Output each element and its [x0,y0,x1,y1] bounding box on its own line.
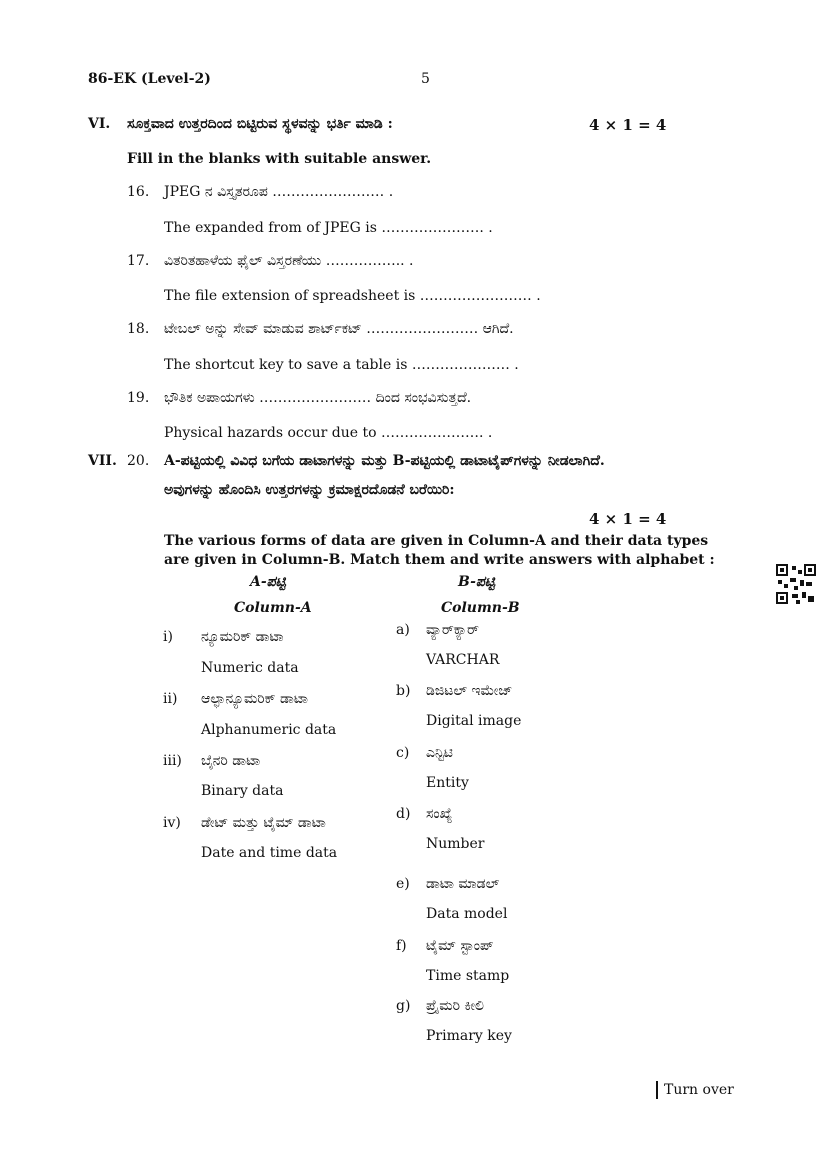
question-english: Physical hazards occur due to …………………. . [164,425,493,441]
column-a-english: Alphanumeric data [201,722,337,738]
column-a-kannada-header: A-ಪಟ್ಟಿ [250,574,286,590]
column-b-kannada: ಡಿಜಿಟಲ್ ಇಮೇಜ್ [426,683,513,699]
question-number: 17. [127,253,150,269]
turn-over-bracket [656,1081,658,1099]
question-number: 16. [127,184,150,200]
section-7-kannada-line-1: A-ಪಟ್ಟಿಯಲ್ಲಿ ವಿವಿಧ ಬಗೆಯ ಡಾಟಾಗಳನ್ನು ಮತ್ತು B-ಪಟ್ಟಿಯಲ್ಲಿ ಡಾಟಾಟೈಪ್‌ಗಳನ್ನು ನೀಡಲಾಗಿದೆ. [164,453,605,469]
column-b-english: Data model [426,906,508,922]
column-a-label: i) [163,629,173,645]
column-b-english: VARCHAR [426,652,500,668]
question-kannada: ವಿತರಿತಹಾಳೆಯ ಫೈಲ್ ವಿಸ್ತರಣೆಯು …………….. . [164,253,414,269]
column-b-label: a) [396,622,410,638]
qr-code-icon [776,564,816,604]
column-a-kannada: ಬೈನರಿ ಡಾಟಾ [201,753,261,769]
question-english: The expanded from of JPEG is …………………. . [164,220,493,236]
column-b-kannada: ಸಂಖ್ಯೆ [426,806,453,822]
column-b-english: Entity [426,775,469,791]
column-a-english: Numeric data [201,660,299,676]
document-code: 86-EK (Level-2) [88,71,211,87]
column-b-kannada: ಟೈಮ್ ಸ್ಟಾಂಪ್ [426,938,494,954]
column-b-label: b) [396,683,411,699]
question-number: 19. [127,390,150,406]
page-number: 5 [421,71,430,87]
section-6-marks: 4 × 1 = 4 [589,116,667,134]
question-number: 18. [127,321,150,337]
column-a-english: Binary data [201,783,284,799]
question-english: The shortcut key to save a table is ………………… . [164,357,519,373]
column-a-kannada: ಡೇಟ್ ಮತ್ತು ಟೈಮ್ ಡಾಟಾ [201,815,326,831]
column-b-label: f) [396,938,407,954]
column-b-kannada: ಡಾಟಾ ಮಾಡಲ್ [426,876,500,892]
column-b-header: Column-B [441,600,520,616]
question-kannada: ಭೌತಿಕ ಅಪಾಯಗಳು …………………… ದಿಂದ ಸಂಭವಿಸುತ್ತದೆ. [164,390,472,406]
column-b-kannada: ಎನ್ಟಿಟಿ [426,745,453,761]
column-b-label: d) [396,806,411,822]
column-b-english: Primary key [426,1028,512,1044]
column-b-kannada: ಪ್ರೈಮರಿ ಕೀಲಿ [426,998,484,1014]
column-b-label: c) [396,745,410,761]
column-a-kannada: ನ್ಯೂಮರಿಕ್ ಡಾಟಾ [201,629,284,645]
column-b-english: Number [426,836,485,852]
column-b-label: e) [396,876,410,892]
section-7-kannada-line-2: ಅವುಗಳನ್ನು ಹೊಂದಿಸಿ ಉತ್ತರಗಳನ್ನು ಕ್ರಮಾಕ್ಷರದೊಡನೆ ಬರೆಯಿರಿ: [164,482,455,498]
column-b-english: Time stamp [426,968,510,984]
question-kannada: ಟೇಬಲ್ ಅನ್ನು ಸೇವ್ ಮಾಡುವ ಶಾರ್ಟ್‌ಕಟ್ …………………… ಆಗಿದೆ. [164,321,514,337]
question-kannada: JPEG ನ ವಿಸ್ತೃತರೂಪ …………………… . [164,184,394,200]
column-a-english: Date and time data [201,845,338,861]
column-b-english: Digital image [426,713,522,729]
column-a-header: Column-A [234,600,312,616]
section-7-english-line-1: The various forms of data are given in Column-A and their data types [164,533,709,549]
section-7-marks: 4 × 1 = 4 [589,510,667,528]
column-a-label: iii) [163,753,182,769]
turn-over-label: Turn over [664,1082,734,1098]
column-b-kannada: ವ್ಯಾರ್‌ಕ್ಯಾರ್ [426,622,479,638]
question-number: 20. [127,453,150,469]
column-b-kannada-header: B-ಪಟ್ಟಿ [458,574,496,590]
column-b-label: g) [396,998,411,1014]
column-a-label: iv) [163,815,181,831]
section-7-roman: VII. [88,453,117,469]
section-6-roman: VI. [88,116,111,132]
section-6-kannada-title: ಸೂಕ್ತವಾದ ಉತ್ತರದಿಂದ ಬಿಟ್ಟಿರುವ ಸ್ಥಳವನ್ನು ಭರ್ತಿ ಮಾಡಿ : [127,116,393,132]
column-a-kannada: ಆಲ್ಫಾನ್ಯೂಮರಿಕ್ ಡಾಟಾ [201,691,308,707]
question-english: The file extension of spreadsheet is …………………… . [164,288,541,304]
section-7-english-line-2: are given in Column-B. Match them and write answers with alphabet : [164,552,715,568]
section-6-english-title: Fill in the blanks with suitable answer. [127,151,432,167]
column-a-label: ii) [163,691,178,707]
